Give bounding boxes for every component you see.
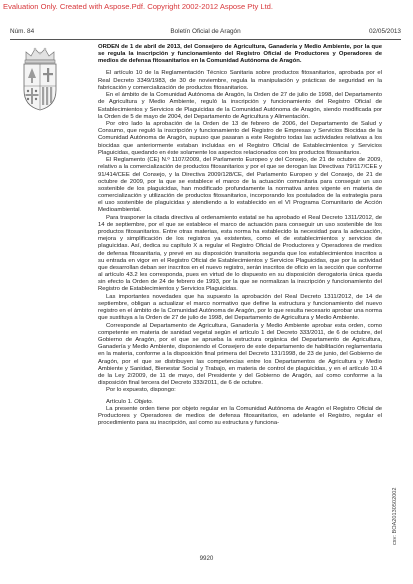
document-body: [98, 44, 382, 428]
order-title: ORDEN de 1 de abril de 2013, del Consejero de Agricultura, Ganadería y Medio Ambiente, por la que se regula la inscripción y funcionamiento del Registro Oficial de Productores y Operadores de medios de defensa fitosanitarios en la Comunidad Autónoma de Aragón.: [98, 44, 382, 65]
paragraph: El artículo 10 de la Reglamentación Técnico Sanitaria sobre productos fitosanitarios, aprobada por el Real Decreto 3349/1983, de 30 de noviembre, regula la manipulación y prácticas de seguridad en la fabricación y comercialización de productos fitosanitarios.: [98, 70, 382, 91]
paragraph: Por lo expuesto, dispongo:: [106, 387, 176, 394]
paragraph: En el ámbito de la Comunidad Autónoma de Aragón, la Orden de 27 de julio de 1998, del Departamento de Agricultura y Medio Ambiente, reguló la inscripción y funcionamiento del Registro Oficial de Establecimientos y Servicios de Plaguicidas de la Comunidad Autónoma de Aragón, siendo modificada por la Orden de 5 de mayo de 2004, del Departamento de Agricultura y Alimentación.: [98, 92, 382, 120]
publication-name: Boletín Oficial de Aragón: [170, 28, 241, 35]
header-rule: [10, 39, 401, 40]
csv-code: csv: BOA20130502002: [392, 487, 398, 545]
paragraph: El Reglamento (CE) N.º 1107/2009, del Parlamento Europeo y del Consejo, de 21 de octubre de 2009, relativo a la comercialización de productos fitosanitarios y por el que se derogan las Directivas 79/117/CEE y 91/414/CEE del Consejo, y la Directiva 2009/128/CE, del Parlamento Europeo y del Consejo, de 21 de octubre de 2009, por la que se establece el marco de la actuación comunitaria para conseguir un uso sostenible de los plaguicidas, han modificado profundamente la normativa antes vigente en materia de comercialización y utilización de productos fitosanitarios, incorporando los postulados de la estrategia para el uso sostenible de plaguicidas y atendiendo a lo establecido en el VI Programa Comunitario de Acción Medioambiental.: [98, 157, 382, 214]
evaluation-watermark: Evaluation Only. Created with Aspose.Pdf. Copyright 2002-2012 Aspose Pty Ltd.: [3, 2, 274, 11]
publication-date: 02/05/2013: [369, 28, 401, 35]
article-heading: [98, 399, 382, 406]
page-number: 9920: [199, 555, 214, 562]
article-number: Artículo 1.: [106, 398, 133, 405]
paragraph: Corresponde al Departamento de Agricultura, Ganadería y Medio Ambiente aprobar esta orden, como competente en materia de sanidad vegetal según el artículo 1 del Decreto 333/2011, de 6 de octubre, del Gobierno de Aragón, por el que se aprueba la estructura orgánica del Departamento de Agricultura, Ganadería y Medio Ambiente, disponiendo el Consejero de este departamento de habilitación reglamentaria en la materia, conforme a la disposición final primera del Decreto 131/1998, de 23 de junio, del Gobierno de Aragón, por el que se distribuyen las competencias entre los Departamentos de Agricultura y Medio Ambiente y Sanidad, Bienestar Social y Trabajo, en materia de control de plaguicidas, y en el artículo 10.4 de la Ley 2/2009, de 11 de mayo, del Presidente y del Gobierno de Aragón, así como conforme a la disposición final tercera del Decreto 333/2011, de 6 de octubre.: [98, 322, 382, 386]
paragraph: Para trasponer la citada directiva al ordenamiento estatal se ha aprobado el Real Decreto 1311/2012, de 14 de septiembre, por el que se establece el marco de actuación para conseguir un uso sostenible de los productos fitosanitarios. Entre otras materias, esta norma ha establecido la necesidad para la adecuación, mejora y simplificación de los registros ya existentes, como el de establecimientos y servicios de plaguicidas. Así, dedica su capítulo X a regular el Registro Oficial de Productores y Operadores de medios de defensa fitosanitaria, y prevé en su disposición transitoria segunda que los establecimientos inscritos a su entrada en vigor en el Registro Oficial de Establecimientos y Servicios Plaguicidas, que por la actividad que desarrollan deban ser inscritos en el nuevo registro, serán inscritos de oficio en la sección que conforme al artículo 43.2 les corresponda, pues en virtud de lo dispuesto en su disposición derogatoria única queda sin efecto la Orden de 24 de febrero de 1993, por la que se normalizan la inscripción y funcionamiento del Registro de Establecimientos y Servicios Plaguicidas.: [98, 214, 382, 293]
article-text: La presente orden tiene por objeto regular en la Comunidad Autónoma de Aragón el Registro Oficial de Productores y Operadores de medios de defensa fitosanitarios, en adelante el Registro, regular el procedimiento para su inscripción, así como su estructura y funciona-: [98, 406, 382, 427]
article-title: Objeto.: [134, 398, 154, 405]
paragraph: Por otro lado la aprobación de la Orden de 13 de febrero de 2006, del Departamento de Salud y Consumo, que reguló la inscripción y funcionamiento del Registro de Empresas y Servicios Biocidas de la Comunidad Autónoma de Aragón, supuso que pasaran a este Registro todas las actividades relativas a los biocidas que anteriormente estaban incluidas en el Registro Oficial de Establecimientos y Servicios Plaguicidas, quedando en éste solamente los aspectos relacionados con los productos fitosanitarios.: [98, 121, 382, 156]
aragon-coat-of-arms-icon: [18, 46, 62, 112]
paragraph: Las importantes novedades que ha supuesto la aprobación del Real Decreto 1311/2012, de 14 de septiembre, obligan a actualizar el marco normativo que define la estructura y funcionamiento del nuevo registro en el ámbito de la Comunidad Autónoma de Aragón, por lo que resulta necesario aprobar una norma que sustituya a la Orden de 27 de julio de 1998, del Departamento de Agricultura y Medio Ambiente.: [98, 293, 382, 322]
bulletin-number: Núm. 84: [10, 28, 35, 35]
